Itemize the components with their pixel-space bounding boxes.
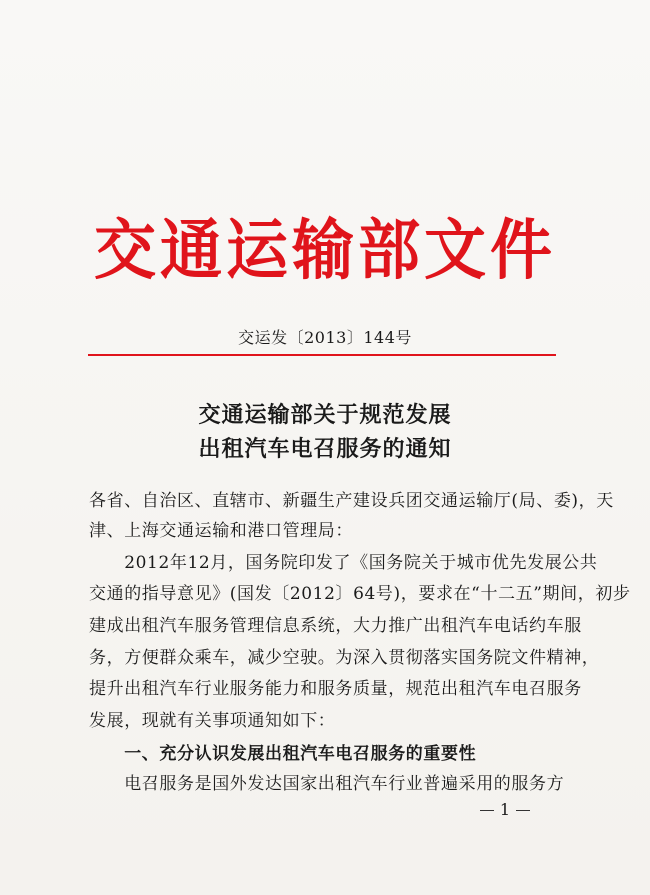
document-masthead: 交通运输部文件 <box>93 211 556 289</box>
body-line: 发展，现就有关事项通知如下： <box>89 711 336 731</box>
body-line: 务，方便群众乘车，减少空驶。为深入贯彻落实国务院文件精神， <box>89 648 600 668</box>
body-line: 建成出租汽车服务管理信息系统，大力推广出租汽车电话约车服 <box>89 616 582 636</box>
notice-title-line-2: 出租汽车电召服务的通知 <box>198 436 452 462</box>
body-line: 交通的指导意见》(国发〔2012〕64号)，要求在“十二五”期间，初步 <box>89 584 631 604</box>
page-number <box>470 800 540 819</box>
page-number-value: 1 <box>499 800 511 819</box>
body-line: 2012年12月，国务院印发了《国务院关于城市优先发展公共 <box>89 553 598 573</box>
document-number: 交运发〔2013〕144号 <box>238 328 412 347</box>
body-line: 电召服务是国外发达国家出租汽车行业普遍采用的服务方 <box>89 774 565 794</box>
section-heading: 一、充分认识发展出租汽车电召服务的重要性 <box>89 744 477 764</box>
red-divider-rule <box>88 354 556 356</box>
body-line: 提升出租汽车行业服务能力和服务质量，规范出租汽车电召服务 <box>89 679 582 699</box>
body-line: 津、上海交通运输和港口管理局： <box>89 521 353 541</box>
body-line: 各省、自治区、直辖市、新疆生产建设兵团交通运输厅(局、委)，天 <box>89 491 614 511</box>
notice-title-line-1: 交通运输部关于规范发展 <box>198 402 452 428</box>
